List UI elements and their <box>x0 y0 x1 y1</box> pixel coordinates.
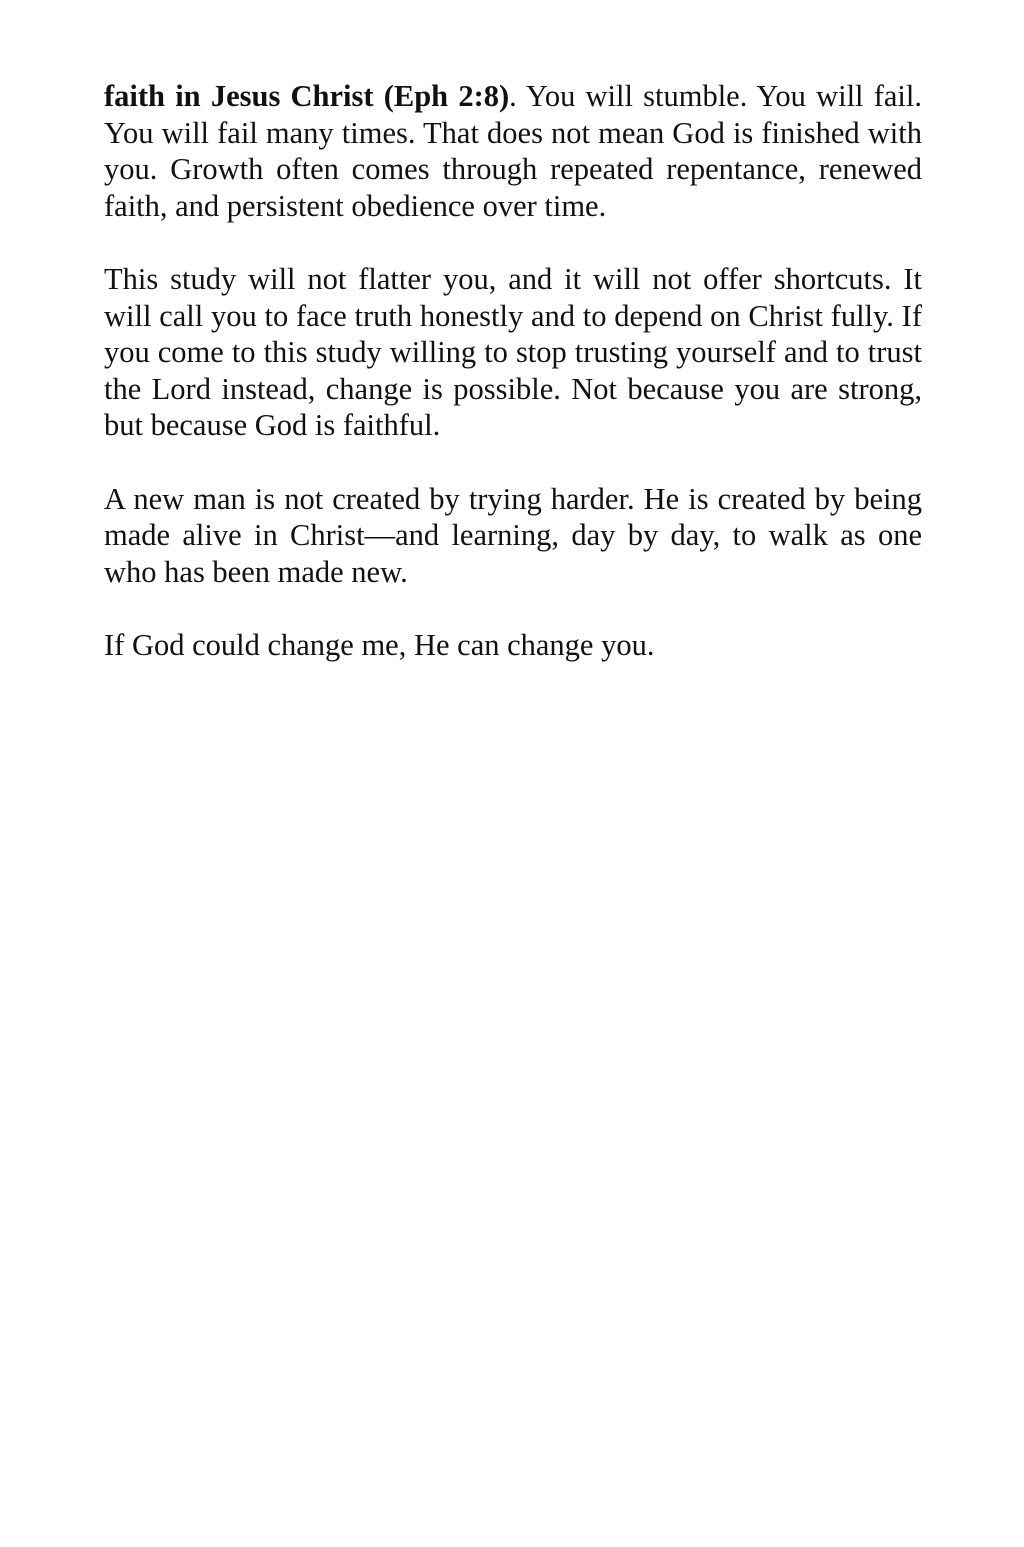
document-page <box>104 78 922 700</box>
paragraph-4: If God could change me, He can change you. <box>104 627 655 662</box>
bold-scripture-reference: faith in Jesus Christ (Eph 2:8) <box>104 79 510 113</box>
paragraph-2: This study will not flatter you, and it will not offer shortcuts. It will call you to face truth honestly and to depend on Christ fully. If you come to this study willing to stop trusting yourself and to trust the Lord instead, change is possible. Not because you are strong, but because God is faithful. <box>104 261 922 443</box>
paragraph-3: A new man is not created by trying harder. He is created by being made alive in Christ—and learning, day by day, to walk as one who has been made new. <box>104 481 922 589</box>
paragraph-1-text: . You will stumble. You will fail. You will fail many times. That does not mean God is finished with you. Growth often comes through repeated repentance, renewed faith, and persistent obedience over time. <box>104 79 922 223</box>
paragraph-1 <box>104 78 922 224</box>
